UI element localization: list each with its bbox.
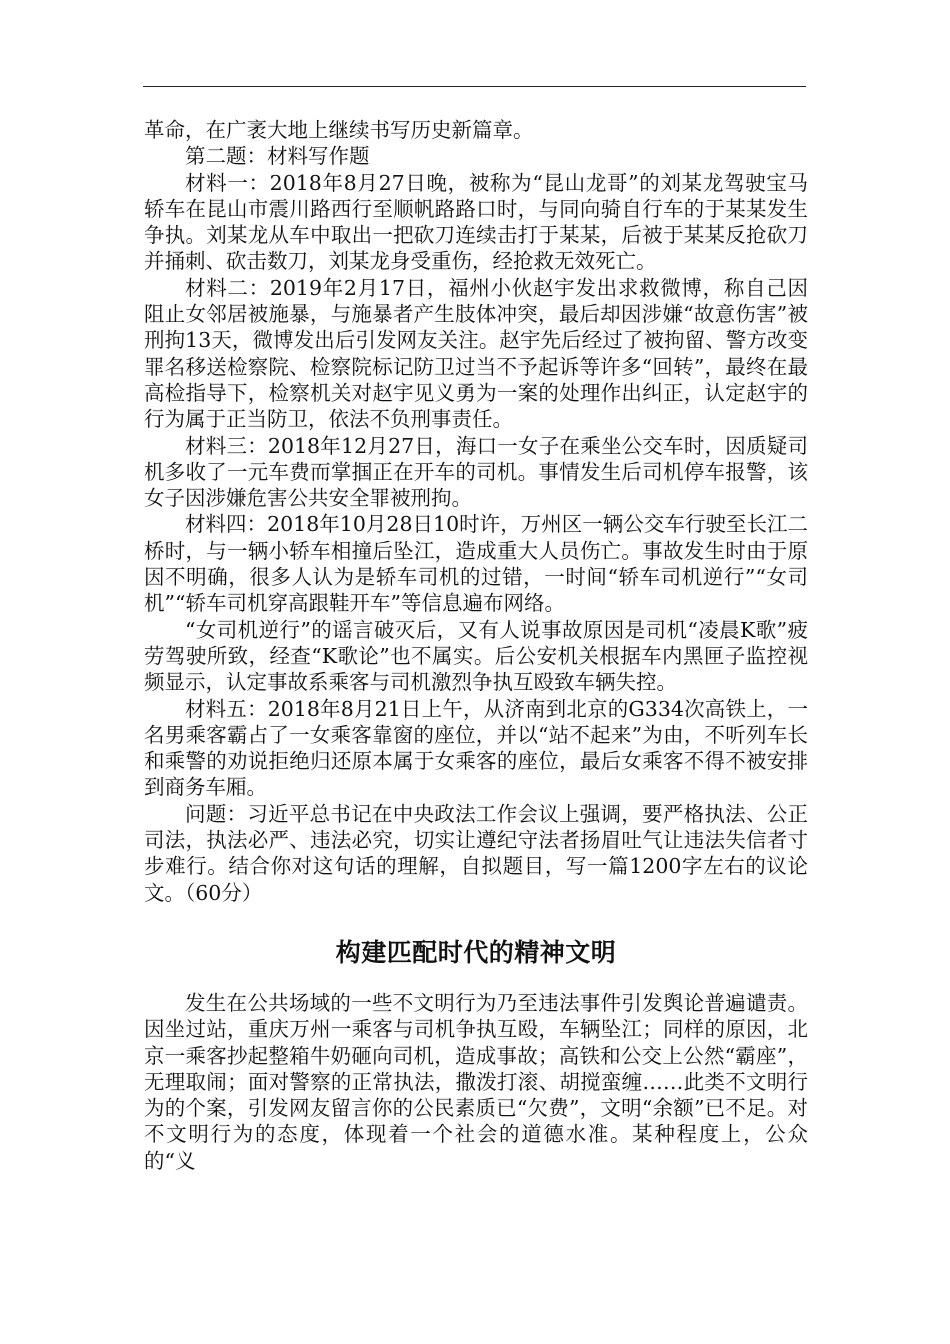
header-rule [143,86,806,87]
material-four-continued: “女司机逆行”的谣言破灭后，又有人说事故原因是司机“凌晨K歌”疲劳驾驶所致，经查“K歌论”也不属实。后公安机关根据车内黑匣子监控视频显示，认定事故系乘客与司机激烈争执互殴致车辆失控。 [144,617,808,695]
material-one: 材料一：2018年8月27日晚，被称为“昆山龙哥”的刘某龙驾驶宝马轿车在昆山市震川路西行至顺帆路路口时，与同向骑自行车的于某某发生争执。刘某龙从车中取出一把砍刀连续击打于某某，后被于某某反抢砍刀并捅刺、砍击数刀，刘某龙身受重伤，经抢救无效死亡。 [144,170,808,274]
question-prompt: 问题：习近平总书记在中央政法工作会议上强调，要严格执法、公正司法，执法必严、违法必究，切实让遵纪守法者扬眉吐气让违法失信者寸步难行。结合你对这句话的理解，自拟题目，写一篇1200字左右的议论文。（60分） [144,801,808,905]
material-three: 材料三：2018年12月27日，海口一女子在乘坐公交车时，因质疑司机多收了一元车费而掌掴正在开车的司机。事情发生后司机停车报警，该女子因涉嫌危害公共安全罪被刑拘。 [144,433,808,511]
section-heading: 第二题：材料写作题 [185,144,370,169]
continuation-line: 革命，在广袤大地上继续书写历史新篇章。 [144,118,534,142]
document-body [144,117,808,1174]
material-two: 材料二：2019年2月17日，福州小伙赵宇发出求救微博，称自己因阻止女邻居被施暴，与施暴者产生肢体冲突，最后却因涉嫌“故意伤害”被刑拘13天，微博发出后引发网友关注。赵宇先后经过了被拘留、警方改变罪名移送检察院、检察院标记防卫过当不予起诉等许多“回转”，最终在最高检指导下，检察机关对赵宇见义勇为一案的处理作出纠正，认定赵宇的行为属于正当防卫，依法不负刑事责任。 [144,275,808,432]
material-four: 材料四：2018年10月28日10时许，万州区一辆公交车行驶至长江二桥时，与一辆小轿车相撞后坠江，造成重大人员伤亡。事故发生时由于原因不明确，很多人认为是轿车司机的过错，一时间“轿车司机逆行”“女司机”“轿车司机穿高跟鞋开车”等信息遍布网络。 [144,512,808,616]
material-five: 材料五：2018年8月21日上午，从济南到北京的G334次高铁上，一名男乘客霸占了一女乘客靠窗的座位，并以“站不起来”为由，不听列车长和乘警的劝说拒绝归还原本属于女乘客的座位，最后女乘客不得不被安排到商务车厢。 [144,696,808,800]
essay-body [144,990,808,1174]
essay-paragraph: 发生在公共场域的一些不文明行为乃至违法事件引发舆论普遍谴责。因坐过站，重庆万州一乘客与司机争执互殴，车辆坠江；同样的原因，北京一乘客抄起整箱牛奶砸向司机，造成事故；高铁和公交上公然“霸座”，无理取闹；面对警察的正常执法，撒泼打滚、胡搅蛮缠……此类不文明行为的个案，引发网友留言你的公民素质已“欠费”，文明“余额”已不足。对不文明行为的态度，体现着一个社会的道德水准。某种程度上，公众的“义 [144,990,808,1173]
essay-title: 构建匹配时代的精神文明 [335,937,617,967]
